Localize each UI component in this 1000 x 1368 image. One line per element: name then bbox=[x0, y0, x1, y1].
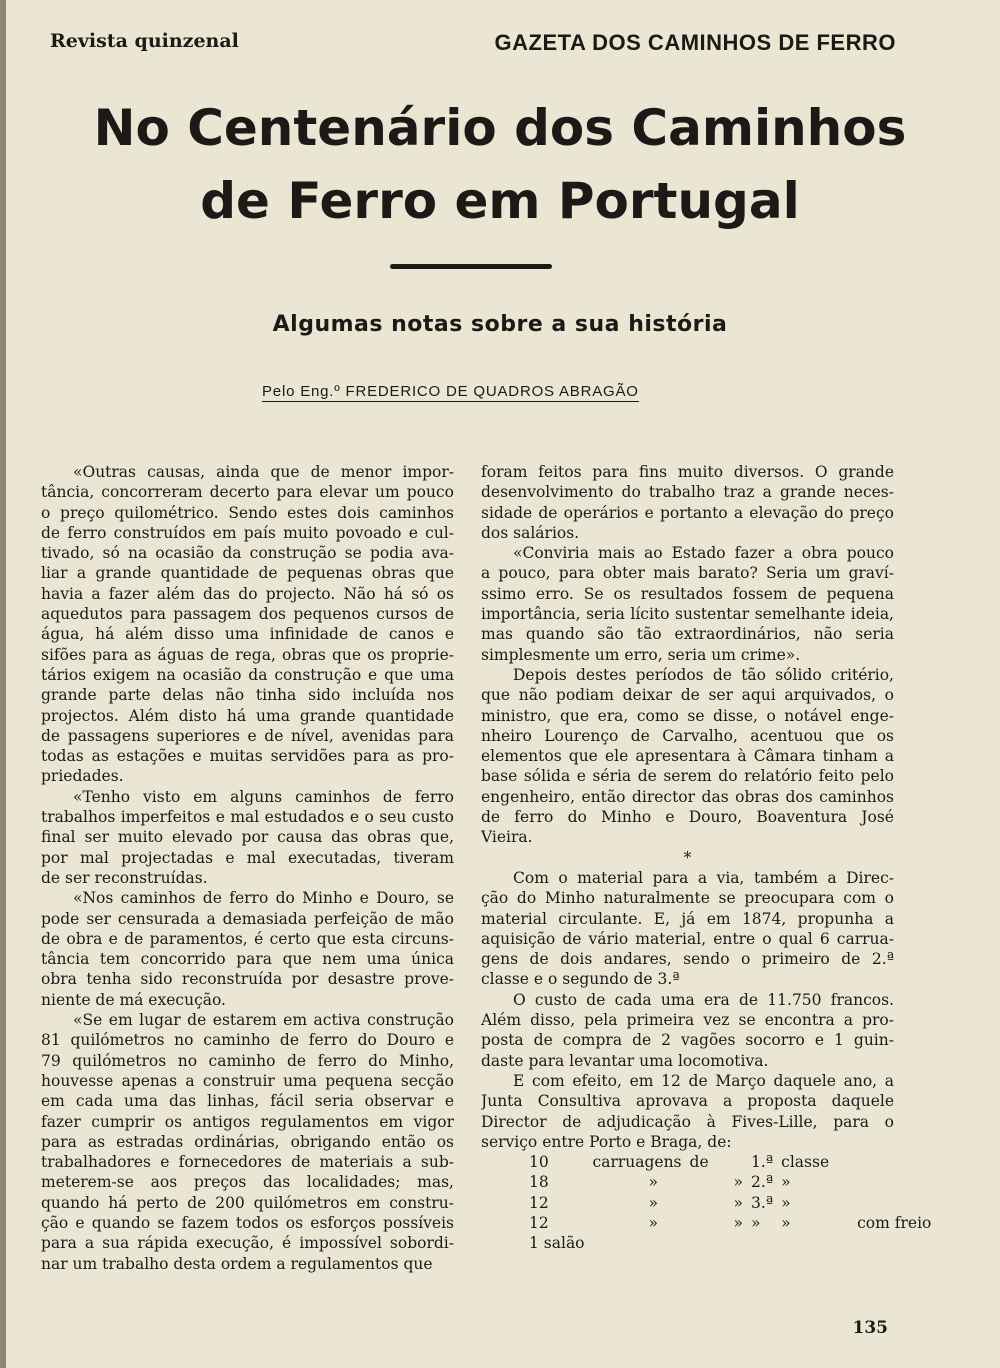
text-line: todas as estações e muitas servidões para as pro- bbox=[41, 747, 454, 766]
text-line: mas quando são tão extraordinários, não seria bbox=[481, 625, 894, 644]
section-separator: * bbox=[683, 848, 692, 867]
text-line: Director de adjudicação à Fives-Lille, para o bbox=[481, 1112, 894, 1131]
text-line: serviço entre Porto e Braga, de: bbox=[481, 1132, 732, 1151]
text-line: elementos que ele apresentara à Câmara tinham a bbox=[481, 747, 894, 766]
right-column bbox=[481, 462, 932, 1254]
text-line: tância, concorreram decerto para elevar um pouco bbox=[41, 483, 454, 502]
text-line: trabalhos imperfeitos e mal estudados e o seu custo bbox=[41, 808, 454, 827]
article-title-line-2: de Ferro em Portugal bbox=[200, 172, 800, 230]
carriage-row bbox=[529, 1193, 939, 1213]
carriage-row bbox=[529, 1152, 939, 1172]
text-line: pode ser censurada a demasiada perfeição de mão bbox=[41, 909, 454, 928]
carriage-cell: 1.ª bbox=[751, 1153, 774, 1172]
carriage-cell bbox=[751, 1233, 781, 1253]
text-line: tância tem concorrido para que nem uma única bbox=[41, 950, 454, 969]
carriage-cell bbox=[690, 1233, 751, 1253]
text-line: Com o material para a via, também a Direc- bbox=[513, 868, 894, 887]
text-line: para as estradas ordinárias, obrigando então os bbox=[41, 1132, 454, 1151]
carriage-cell: » bbox=[781, 1193, 791, 1212]
title-rule bbox=[390, 264, 552, 269]
text-line: gens de dois andares, sendo o primeiro de 2.ª bbox=[481, 950, 894, 969]
carriage-cell: com freio bbox=[857, 1213, 932, 1232]
text-line: niente de má execução. bbox=[41, 990, 226, 1009]
carriage-cell bbox=[837, 1152, 939, 1172]
text-line: importância, seria lícito sustentar semelhante ideia, bbox=[481, 605, 894, 624]
carriage-cell: classe bbox=[781, 1153, 830, 1172]
header-left: Revista quinzenal bbox=[50, 30, 239, 52]
carriage-cell: » bbox=[648, 1193, 658, 1212]
text-line: grande parte delas não tinha sido incluída nos bbox=[41, 686, 454, 705]
text-line: trabalhadores e fornecedores de materiais a sub- bbox=[41, 1153, 454, 1172]
carriage-cell: 3.ª bbox=[751, 1193, 774, 1212]
text-line: «Nos caminhos de ferro do Minho e Douro, se bbox=[73, 889, 454, 908]
text-line: ção do Minho naturalmente se preocupara com o bbox=[481, 889, 894, 908]
text-line: sidade de operários e portanto a elevação do preço bbox=[481, 503, 894, 522]
carriage-cell: 12 bbox=[529, 1213, 549, 1232]
text-line: a pouco, para obter mais barato? Seria um graví- bbox=[481, 564, 894, 583]
text-line: de obra e de paramentos, é certo que esta circuns- bbox=[41, 929, 454, 948]
text-line: obra tenha sido reconstruída por desastre prove- bbox=[41, 970, 454, 989]
text-line: ssimo erro. Se os resultados fossem de pequena bbox=[481, 584, 894, 603]
text-line: nheiro Lourenço de Carvalho, acentuou que os bbox=[481, 726, 894, 745]
text-line: simplesmente um erro, seria um crime». bbox=[481, 645, 801, 664]
carriage-cell: » bbox=[733, 1173, 743, 1192]
text-line: «Se em lugar de estarem em activa construção bbox=[73, 1011, 454, 1030]
text-line: Junta Consultiva aprovava a proposta daquele bbox=[481, 1092, 894, 1111]
text-line: E com efeito, em 12 de Março daquele ano, a bbox=[513, 1071, 894, 1090]
carriage-row bbox=[529, 1213, 939, 1233]
carriage-cell: » bbox=[751, 1213, 761, 1232]
text-line: material circulante. E, já em 1874, propunha a bbox=[481, 909, 894, 928]
text-line: priedades. bbox=[41, 767, 124, 786]
carriage-cell bbox=[593, 1233, 690, 1253]
text-line: de passagens superiores e de nível, avenidas para bbox=[41, 726, 454, 745]
text-line: sifões para as águas de rega, obras que os proprie- bbox=[41, 645, 454, 664]
carriage-cell: 10 bbox=[529, 1153, 549, 1172]
text-line: posta de compra de 2 vagões socorro e 1 guin- bbox=[481, 1031, 894, 1050]
header-right: GAZETA DOS CAMINHOS DE FERRO bbox=[494, 30, 896, 55]
carriage-cell bbox=[837, 1193, 939, 1213]
carriage-cell: » bbox=[648, 1213, 658, 1232]
text-line: nar um trabalho desta ordem a regulamentos que bbox=[41, 1254, 433, 1273]
carriage-cell: de bbox=[689, 1153, 709, 1172]
carriage-row bbox=[529, 1233, 939, 1253]
text-line: desenvolvimento do trabalho traz a grande neces- bbox=[481, 483, 894, 502]
text-line: dos salários. bbox=[481, 523, 580, 542]
text-line: 81 quilómetros no caminho de ferro do Douro e bbox=[41, 1031, 454, 1050]
byline: Pelo Eng.º FREDERICO DE QUADROS ABRAGÃO bbox=[262, 383, 639, 400]
carriage-cell: » bbox=[733, 1193, 743, 1212]
text-line: engenheiro, então director das obras dos caminhos bbox=[481, 787, 894, 806]
text-line: aquedutos para passagem dos pequenos cursos de bbox=[41, 605, 454, 624]
text-line: foram feitos para fins muito diversos. O grande bbox=[481, 463, 894, 481]
text-line: de ser reconstruídas. bbox=[41, 868, 208, 887]
text-line: aquisição de vário material, entre o qual 6 carrua- bbox=[481, 929, 894, 948]
carriage-cell: » bbox=[781, 1173, 791, 1192]
left-column bbox=[41, 462, 454, 1274]
text-line: «Tenho visto em alguns caminhos de ferro bbox=[73, 787, 454, 806]
text-line: água, há além disso uma infinidade de canos e bbox=[41, 625, 454, 644]
text-line: «Outras causas, ainda que de menor impor- bbox=[73, 463, 454, 481]
text-line: daste para levantar uma locomotiva. bbox=[481, 1051, 769, 1070]
carriage-list bbox=[529, 1152, 939, 1253]
text-line: final ser muito elevado por causa das obras que, bbox=[41, 828, 454, 847]
text-line: de ferro do Minho e Douro, Boaventura José bbox=[481, 808, 894, 827]
text-line: 79 quilómetros no caminho de ferro do Minho, bbox=[41, 1051, 454, 1070]
page-number: 135 bbox=[852, 1318, 888, 1338]
text-line: tivado, só na ocasião da construção se podia ava- bbox=[41, 544, 454, 563]
article-subtitle: Algumas notas sobre a sua história bbox=[272, 312, 728, 337]
carriage-cell bbox=[781, 1233, 837, 1253]
text-line: o preço quilométrico. Sendo estes dois caminhos bbox=[41, 503, 454, 522]
text-line: em cada uma das linhas, fácil seria observar e bbox=[41, 1092, 454, 1111]
carriage-cell bbox=[837, 1172, 939, 1192]
carriage-cell: 12 bbox=[529, 1193, 549, 1212]
carriage-cell: carruagens bbox=[592, 1153, 682, 1172]
text-line: que não podiam deixar de ser aqui arquivados, o bbox=[481, 686, 894, 705]
right-column-part-a bbox=[481, 462, 894, 848]
text-line: meterem-se aos preços das localidades; mas, bbox=[41, 1173, 454, 1192]
text-line: havia a fazer além das do projecto. Não há só os bbox=[41, 584, 454, 603]
text-line: houvesse apenas a construir uma pequena secção bbox=[41, 1071, 454, 1090]
text-line: Depois destes períodos de tão sólido critério, bbox=[513, 665, 894, 684]
text-line: para a sua rápida execução, é impossível sobordi- bbox=[41, 1234, 454, 1253]
text-line: O custo de cada uma era de 11.750 francos. bbox=[513, 990, 894, 1009]
page-edge bbox=[0, 0, 6, 1368]
text-line: por mal projectadas e mal executadas, tiveram bbox=[41, 848, 454, 867]
text-line: liar a grande quantidade de pequenas obras que bbox=[41, 564, 454, 583]
carriage-cell: 1 salão bbox=[529, 1234, 585, 1253]
carriage-cell: 2.ª bbox=[751, 1173, 774, 1192]
text-line: base sólida e séria de serem do relatório feito pelo bbox=[481, 767, 894, 786]
text-line: Além disso, pela primeira vez se encontra a pro- bbox=[481, 1011, 894, 1030]
carriage-cell: » bbox=[781, 1213, 791, 1232]
carriage-cell: » bbox=[648, 1173, 658, 1192]
text-line: fazer cumprir os antigos regulamentos em vigor bbox=[41, 1112, 454, 1131]
text-line: classe e o segundo de 3.ª bbox=[481, 970, 680, 989]
text-line: projectos. Além disto há uma grande quantidade bbox=[41, 706, 454, 725]
text-line: ção e quando se fazem todos os esforços possíveis bbox=[41, 1213, 454, 1232]
text-line: «Conviria mais ao Estado fazer a obra pouco bbox=[513, 544, 894, 563]
article-title-line-1: No Centenário dos Caminhos bbox=[93, 99, 907, 157]
carriage-row bbox=[529, 1172, 939, 1192]
text-line: de ferro construídos em país muito povoado e cul- bbox=[41, 523, 454, 542]
text-line: ministro, que era, como se disse, o notável enge- bbox=[481, 706, 894, 725]
carriage-cell: 18 bbox=[529, 1173, 549, 1192]
carriage-cell bbox=[837, 1233, 939, 1253]
text-line: quando há perto de 200 quilómetros em constru- bbox=[41, 1193, 454, 1212]
carriage-cell: » bbox=[733, 1213, 743, 1232]
text-line: tários exigem na ocasião da construção e que uma bbox=[41, 665, 454, 684]
text-line: Vieira. bbox=[481, 828, 533, 847]
right-column-part-b bbox=[481, 868, 894, 1152]
